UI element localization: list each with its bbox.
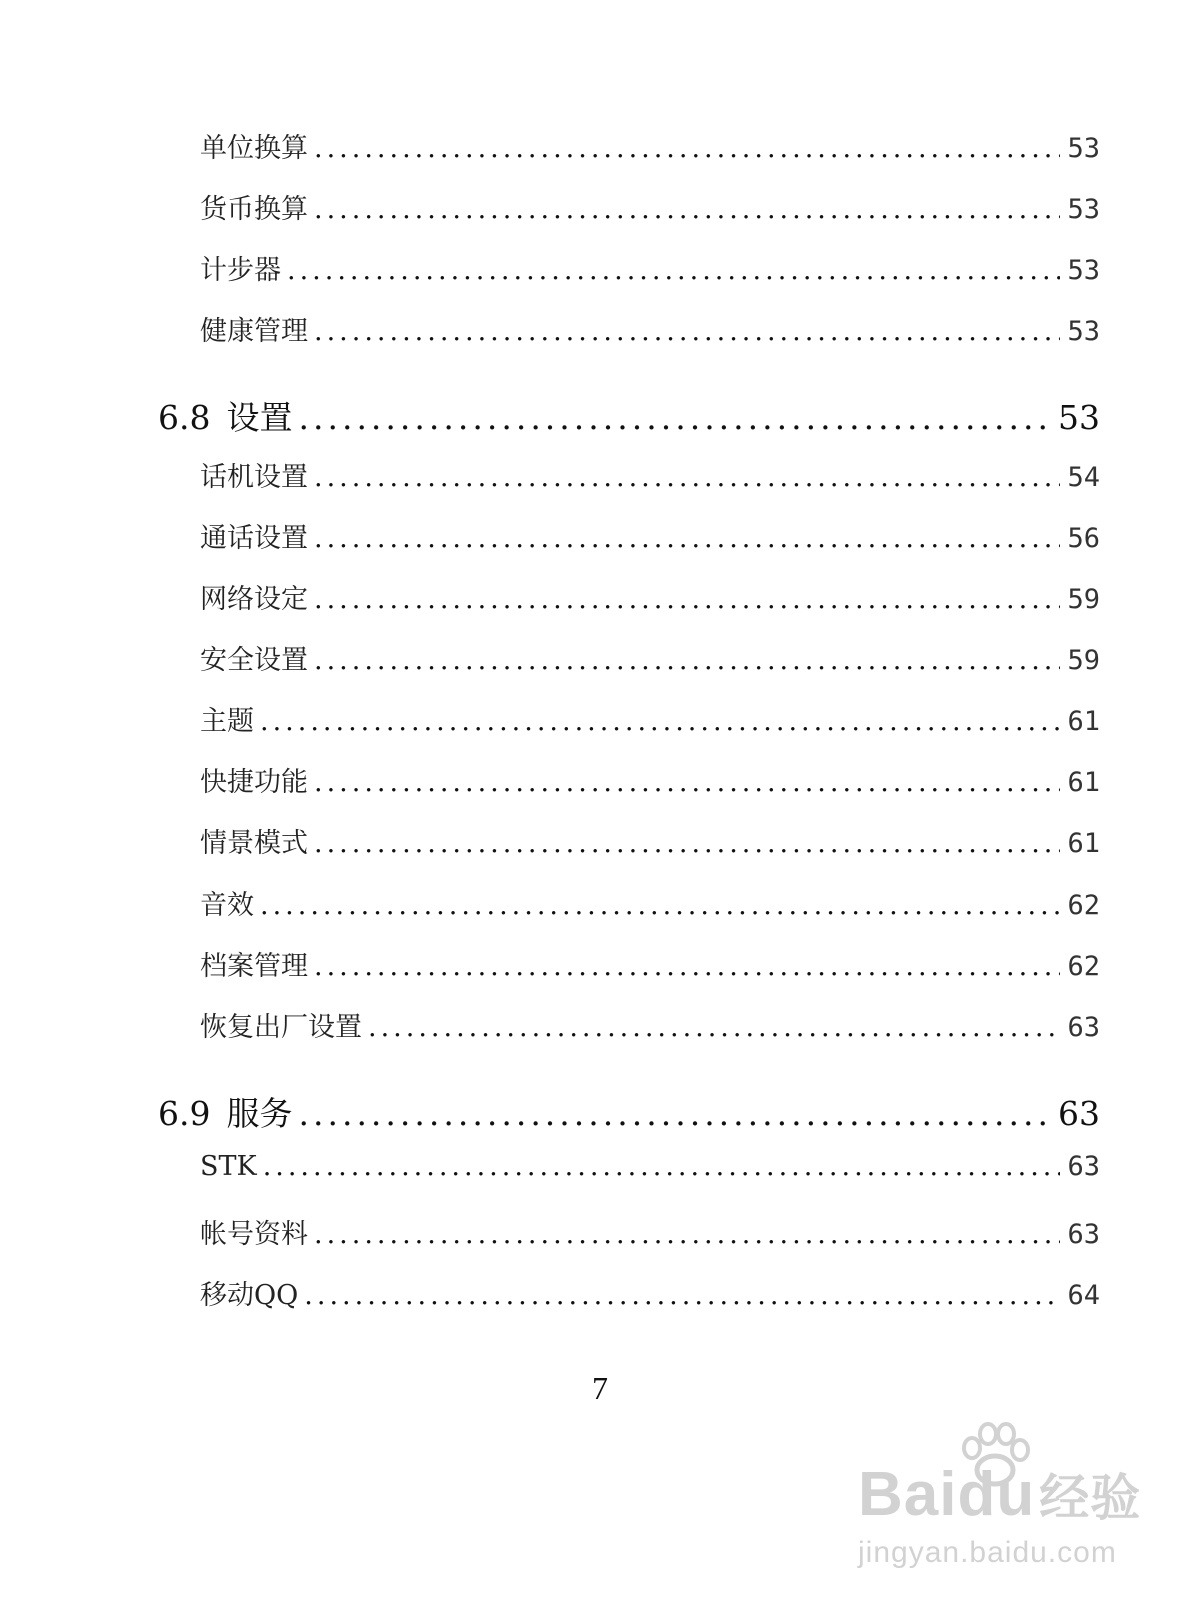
watermark-logo-latin-2: du bbox=[957, 1460, 1036, 1529]
dot-leader bbox=[260, 706, 1060, 737]
toc-entry-page: 56 bbox=[1067, 523, 1100, 554]
toc-entry-title: 健康管理 bbox=[200, 316, 308, 347]
page-number: 7 bbox=[592, 1370, 608, 1406]
dot-leader bbox=[314, 133, 1060, 164]
toc-entry[interactable] bbox=[200, 699, 1100, 738]
toc-section-6-9[interactable] bbox=[158, 1088, 1100, 1135]
toc-entry-title: 快捷功能 bbox=[200, 767, 308, 798]
dot-leader bbox=[304, 1280, 1060, 1311]
watermark-logo bbox=[858, 1458, 1141, 1530]
toc-entry-page: 61 bbox=[1067, 828, 1100, 859]
dot-leader bbox=[314, 767, 1060, 798]
dot-leader bbox=[287, 255, 1060, 286]
toc-entry-page: 53 bbox=[1067, 255, 1100, 286]
dot-leader bbox=[314, 645, 1060, 676]
baidu-jingyan-watermark bbox=[858, 1418, 1188, 1588]
toc-entry[interactable] bbox=[200, 516, 1100, 555]
toc-entry-page: 61 bbox=[1067, 767, 1100, 798]
toc-entry[interactable] bbox=[200, 883, 1100, 922]
toc-entry[interactable] bbox=[200, 1151, 1100, 1182]
toc-entry-page: 62 bbox=[1067, 951, 1100, 982]
toc-entry-page: 62 bbox=[1067, 890, 1100, 921]
toc-entry[interactable] bbox=[200, 760, 1100, 799]
toc-entry-title: 音效 bbox=[200, 890, 254, 921]
section-number: 6.9 bbox=[158, 1094, 211, 1133]
toc-entry-title: 主题 bbox=[200, 706, 254, 737]
toc-entry[interactable] bbox=[200, 638, 1100, 677]
toc-section-6-8[interactable] bbox=[158, 392, 1100, 439]
toc-entry-title: 计步器 bbox=[200, 255, 281, 286]
toc-entry-title: 通话设置 bbox=[200, 523, 308, 554]
dot-leader bbox=[368, 1012, 1060, 1043]
dot-leader bbox=[314, 828, 1060, 859]
toc-entry-title: 情景模式 bbox=[200, 828, 308, 859]
toc-entry[interactable] bbox=[200, 821, 1100, 860]
toc-entry-title: STK bbox=[200, 1151, 257, 1182]
section-title: 设置 bbox=[226, 398, 293, 437]
watermark-url: jingyan.baidu.com bbox=[858, 1536, 1117, 1569]
watermark-logo-latin: Bai bbox=[858, 1460, 958, 1529]
watermark-logo-cn: 经验 bbox=[1039, 1470, 1142, 1526]
toc-entry-title: 话机设置 bbox=[200, 462, 308, 493]
dot-leader bbox=[263, 1151, 1060, 1182]
toc-entry-title: 恢复出厂设置 bbox=[200, 1012, 362, 1043]
toc-entry-page: 63 bbox=[1067, 1151, 1100, 1182]
toc-entry-page: 53 bbox=[1067, 316, 1100, 347]
dot-leader bbox=[298, 1094, 1052, 1133]
dot-leader bbox=[314, 194, 1060, 225]
dot-leader bbox=[314, 1219, 1060, 1250]
toc-entry-page: 63 bbox=[1067, 1219, 1100, 1250]
toc-entry-page: 64 bbox=[1067, 1280, 1100, 1311]
toc-entry-title: 货币换算 bbox=[200, 194, 308, 225]
dot-leader bbox=[314, 584, 1060, 615]
toc-entry-title: 帐号资料 bbox=[200, 1219, 308, 1250]
dot-leader bbox=[314, 951, 1060, 982]
toc-entry[interactable] bbox=[200, 1005, 1100, 1044]
toc-entry[interactable] bbox=[200, 577, 1100, 616]
toc-entry-title: 单位换算 bbox=[200, 133, 308, 164]
toc-entry[interactable] bbox=[200, 1273, 1100, 1312]
section-number: 6.8 bbox=[158, 398, 211, 437]
toc-entry-title: 安全设置 bbox=[200, 645, 308, 676]
dot-leader bbox=[298, 398, 1052, 437]
toc-entry-page: 53 bbox=[1067, 194, 1100, 225]
toc-entry[interactable] bbox=[200, 126, 1100, 165]
toc-entry-page: 54 bbox=[1067, 462, 1100, 493]
section-title: 服务 bbox=[226, 1094, 293, 1133]
toc-entry-page: 59 bbox=[1067, 645, 1100, 676]
toc-entry[interactable] bbox=[200, 455, 1100, 494]
dot-leader bbox=[314, 523, 1060, 554]
section-page: 53 bbox=[1058, 398, 1100, 437]
toc-entry[interactable] bbox=[200, 248, 1100, 287]
toc-entry[interactable] bbox=[200, 187, 1100, 226]
section-page: 63 bbox=[1058, 1094, 1100, 1133]
toc-entry[interactable] bbox=[200, 944, 1100, 983]
toc-entry-title: 档案管理 bbox=[200, 951, 308, 982]
toc-entry-page: 63 bbox=[1067, 1012, 1100, 1043]
toc-entry-page: 61 bbox=[1067, 706, 1100, 737]
toc-entry[interactable] bbox=[200, 309, 1100, 348]
toc-entry-page: 59 bbox=[1067, 584, 1100, 615]
dot-leader bbox=[314, 462, 1060, 493]
toc-entry-title: 移动QQ bbox=[200, 1280, 299, 1311]
toc-entry[interactable] bbox=[200, 1212, 1100, 1251]
toc-entry-title: 网络设定 bbox=[200, 584, 308, 615]
toc-entry-page: 53 bbox=[1067, 133, 1100, 164]
dot-leader bbox=[314, 316, 1060, 347]
dot-leader bbox=[260, 890, 1060, 921]
